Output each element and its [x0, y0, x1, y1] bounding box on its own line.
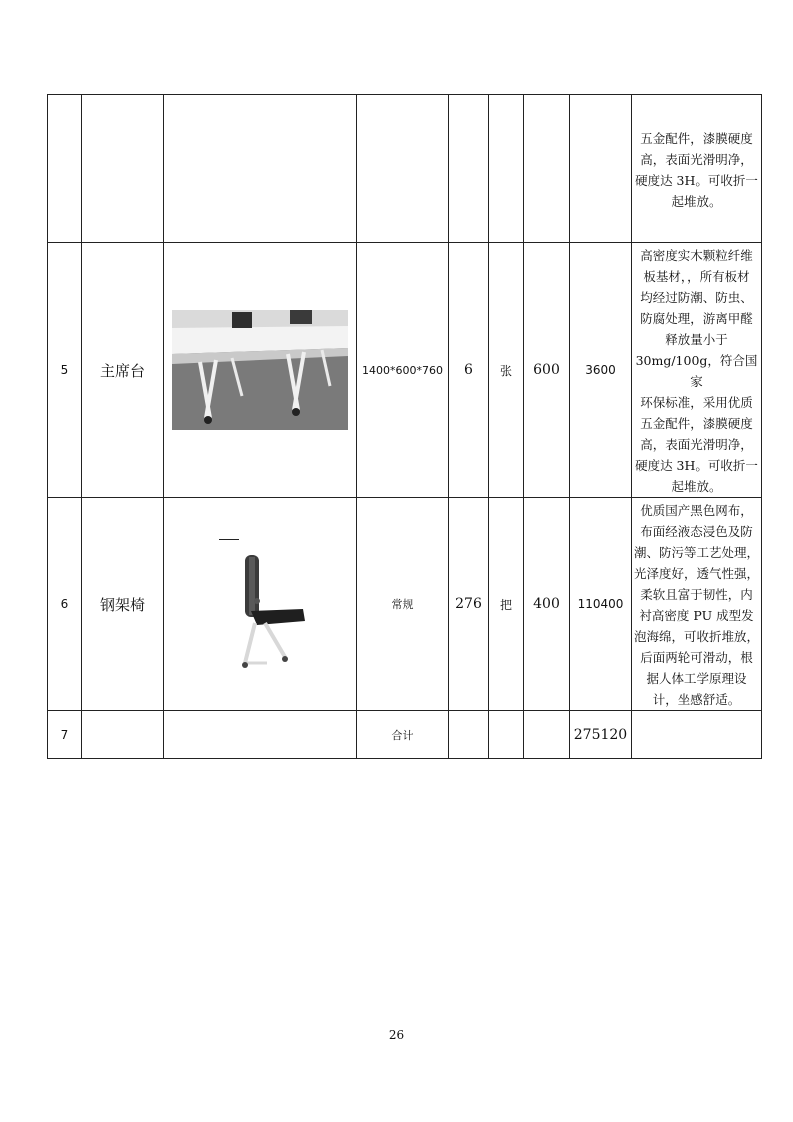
item-name — [82, 95, 164, 243]
item-image-cell — [164, 498, 357, 711]
desc-line: 高密度实木颗粒纤维 — [640, 248, 753, 263]
desc-line: 环保标准，采用优质 — [640, 395, 753, 410]
table-row — [48, 95, 762, 243]
grand-total: 275120 — [570, 711, 632, 759]
item-price: 600 — [524, 243, 570, 498]
item-unit: 张 — [489, 243, 524, 498]
desc-line: 泡海绵，可收折堆放， — [633, 629, 759, 644]
folding-chair-photo — [205, 539, 315, 669]
item-unit — [489, 95, 524, 243]
folding-table-photo — [172, 310, 348, 430]
row-number: 7 — [48, 711, 82, 759]
item-description — [632, 711, 762, 759]
item-quantity: 6 — [449, 243, 489, 498]
item-quantity: 276 — [449, 498, 489, 711]
item-description — [632, 498, 762, 711]
table-row — [48, 711, 762, 759]
desc-line: 计，坐感舒适。 — [652, 692, 741, 707]
item-description — [632, 95, 762, 243]
desc-line: 释放量小于 — [665, 332, 728, 347]
item-image-cell — [164, 95, 357, 243]
item-name: 钢架椅 — [82, 498, 164, 711]
total-label: 合计 — [357, 711, 449, 759]
desc-line: 30mg/100g，符合国家 — [635, 353, 758, 389]
row-number: 5 — [48, 243, 82, 498]
item-unit: 把 — [489, 498, 524, 711]
desc-line: 光泽度好，透气性强， — [633, 566, 759, 581]
item-description — [632, 243, 762, 498]
item-spec: 常规 — [357, 498, 449, 711]
item-price — [524, 95, 570, 243]
item-total: 3600 — [570, 243, 632, 498]
desc-line: 据人体工学原理设 — [646, 671, 747, 686]
desc-line: 潮、防污等工艺处理， — [633, 545, 759, 560]
desc-line: 起堆放。 — [671, 193, 722, 209]
desc-line: 柔软且富于韧性，内 — [640, 587, 753, 602]
product-table — [47, 94, 762, 759]
item-total: 110400 — [570, 498, 632, 711]
row-number — [48, 95, 82, 243]
item-spec — [357, 95, 449, 243]
desc-line: 防腐处理，游离甲醛 — [640, 311, 753, 326]
item-unit — [489, 711, 524, 759]
item-name — [82, 711, 164, 759]
desc-line: 后面两轮可滑动，根 — [640, 650, 753, 665]
table-row — [48, 243, 762, 498]
item-total — [570, 95, 632, 243]
desc-line: 起堆放。 — [671, 479, 722, 494]
desc-line: 高，表面光滑明净， — [640, 437, 753, 452]
desc-line: 五金配件，漆膜硬度 — [640, 130, 753, 146]
item-price: 400 — [524, 498, 570, 711]
item-price — [524, 711, 570, 759]
item-quantity — [449, 95, 489, 243]
desc-line: 衬高密度 PU 成型发 — [639, 608, 754, 623]
desc-line: 五金配件，漆膜硬度 — [640, 416, 753, 431]
item-name: 主席台 — [82, 243, 164, 498]
desc-line: 均经过防潮、防虫、 — [640, 290, 753, 305]
desc-line: 硬度达 3H。可收折一 — [635, 458, 758, 473]
desc-line: 高，表面光滑明净， — [640, 151, 753, 167]
item-spec: 1400*600*760 — [357, 243, 449, 498]
page-number: 26 — [388, 1028, 405, 1042]
item-quantity — [449, 711, 489, 759]
desc-line: 硬度达 3H。可收折一 — [635, 172, 758, 188]
item-image-cell — [164, 243, 357, 498]
table-row — [48, 498, 762, 711]
row-number: 6 — [48, 498, 82, 711]
desc-line: 布面经液态浸色及防 — [640, 524, 753, 539]
item-image-cell — [164, 711, 357, 759]
desc-line: 优质国产黑色网布， — [640, 503, 753, 518]
desc-line: 板基材，，所有板材 — [643, 269, 750, 284]
